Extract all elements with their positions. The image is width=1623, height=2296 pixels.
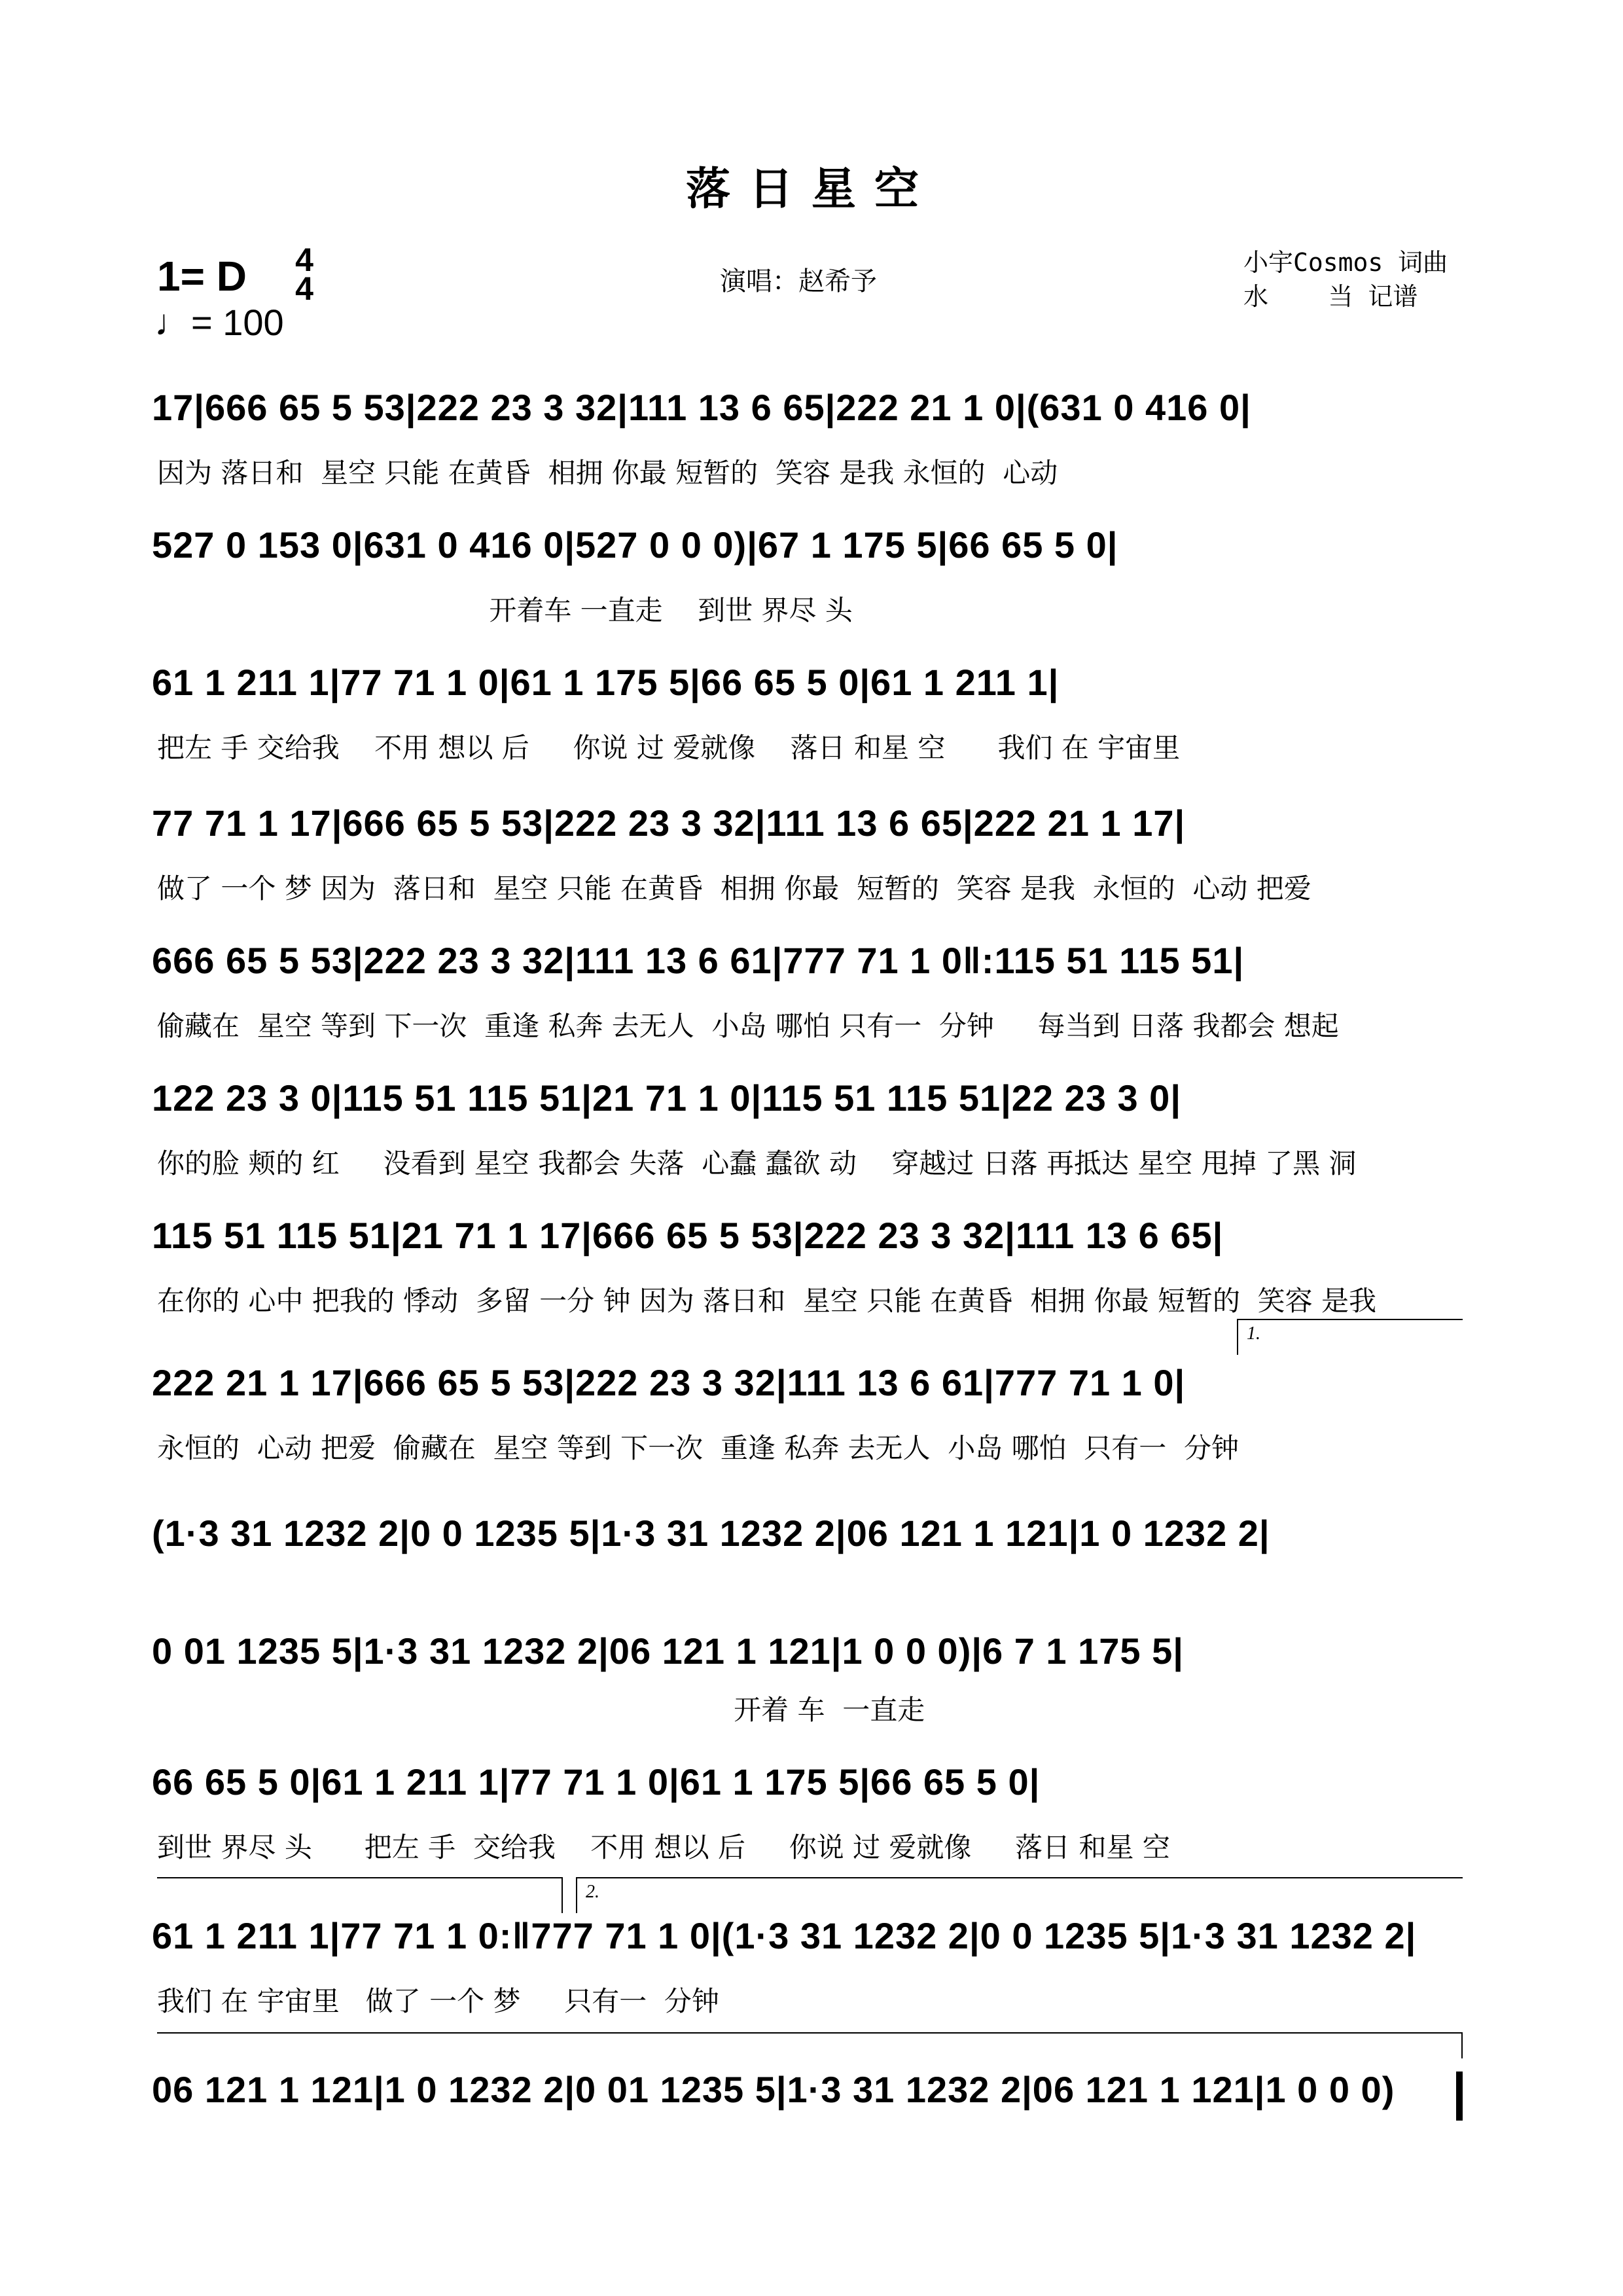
score-system-lyrics: 因为 落日和 星空 只能 在黄昏 相拥 你最 短暂的 笑容 是我 永恒的 心动: [157, 457, 1058, 489]
score-system-notes: 77 71 1 17|666 65 5 53|222 23 3 32|111 13 6 65|222 21 1 17|: [152, 802, 1186, 844]
score-system-notes: 122 23 3 0|115 51 115 51|21 71 1 0|115 51 115 51|22 23 3 0|: [152, 1077, 1181, 1119]
song-title: 落日星空: [685, 164, 937, 215]
score-system-lyrics: 你的脸 颊的 红 没看到 星空 我都会 失落 心蠢 蠢欲 动 穿越过 日落 再抵达 星空 甩掉 了黑 洞: [157, 1147, 1357, 1179]
volta-bracket-line: [576, 1877, 577, 1913]
score-system-notes: 61 1 211 1|77 71 1 0:‖777 71 1 0|(1·3 31 1232 2|0 0 1235 5|1·3 31 1232 2|: [152, 1915, 1417, 1956]
score-system-notes: 61 1 211 1|77 71 1 0|61 1 175 5|66 65 5 0|61 1 211 1|: [152, 662, 1060, 703]
volta-first-label: 1.: [1247, 1323, 1260, 1344]
score-system-notes: 222 21 1 17|666 65 5 53|222 23 3 32|111 13 6 61|777 71 1 0|: [152, 1362, 1186, 1403]
score-system-notes: 0 01 1235 5|1·3 31 1232 2|06 121 1 121|1 0 0 0)|6 7 1 175 5|: [152, 1630, 1184, 1672]
volta-bracket-line: [562, 1877, 563, 1913]
score-system-notes: 115 51 115 51|21 71 1 17|666 65 5 53|222 23 3 32|111 13 6 65|: [152, 1215, 1224, 1256]
score-system-notes: 666 65 5 53|222 23 3 32|111 13 6 61|777 71 1 0‖:115 51 115 51|: [152, 940, 1245, 981]
volta-bracket-line: [1461, 2032, 1463, 2058]
score-system-notes: 17|666 65 5 53|222 23 3 32|111 13 6 65|222 21 1 0|(631 0 416 0|: [152, 387, 1251, 428]
score-system-notes: (1·3 31 1232 2|0 0 1235 5|1·3 31 1232 2|06 121 1 121|1 0 1232 2|: [152, 1513, 1270, 1554]
score-system-notes: 06 121 1 121|1 0 1232 2|0 01 1235 5|1·3 31 1232 2|06 121 1 121|1 0 0 0): [152, 2069, 1395, 2110]
volta-second-label: 2.: [586, 1882, 599, 1902]
score-system-lyrics: 到世 界尽 头 把左 手 交给我 不用 想以 后 你说 过 爱就像 落日 和星 空: [157, 1831, 1170, 1863]
transcriber-credit: 水 当 记谱: [1243, 282, 1418, 311]
score-system-lyrics: 做了 一个 梦 因为 落日和 星空 只能 在黄昏 相拥 你最 短暂的 笑容 是我 永恒的 心动 把爱: [157, 872, 1311, 905]
score-system-notes: 66 65 5 0|61 1 211 1|77 71 1 0|61 1 175 5|66 65 5 0|: [152, 1761, 1041, 1803]
time-signature-top: 4: [295, 242, 313, 278]
score-system-lyrics: 把左 手 交给我 不用 想以 后 你说 过 爱就像 落日 和星 空 我们 在 宇宙里: [157, 732, 1181, 764]
singer-credit: 演唱：赵希予: [720, 266, 877, 296]
credits: [1243, 245, 1448, 314]
score-system-notes: 527 0 153 0|631 0 416 0|527 0 0 0)|67 1 175 5|66 65 5 0|: [152, 524, 1118, 565]
score-system-lyrics: 开着车 一直走 到世 界尽 头: [157, 594, 853, 626]
key-signature: 1= D: [157, 253, 247, 300]
volta-bracket-line: [576, 1877, 1463, 1878]
time-signature: [288, 242, 321, 307]
score-system-lyrics: 在你的 心中 把我的 悸动 多留 一分 钟 因为 落日和 星空 只能 在黄昏 相拥 你最 短暂的 笑容 是我: [157, 1285, 1377, 1317]
score-system-lyrics: 永恒的 心动 把爱 偷藏在 星空 等到 下一次 重逢 私奔 去无人 小岛 哪怕 只有一 分钟: [157, 1432, 1240, 1464]
score-system-lyrics: 我们 在 宇宙里 做了 一个 梦 只有一 分钟: [157, 1985, 719, 2017]
score-system-lyrics: 偷藏在 星空 等到 下一次 重逢 私奔 去无人 小岛 哪怕 只有一 分钟 每当到 日落 我都会 想起: [157, 1010, 1339, 1042]
volta-bracket-line: [157, 1877, 563, 1878]
volta-bracket-line: [1237, 1319, 1238, 1355]
volta-bracket-line: [1237, 1319, 1463, 1320]
final-barline: [1456, 2072, 1463, 2121]
time-signature-bottom: 4: [295, 270, 313, 307]
tempo-marking: ♩= 100: [154, 302, 284, 343]
lyricist-composer-credit: 小宇Cosmos 词曲: [1243, 248, 1448, 277]
score-system-lyrics: 开着 车 一直走: [157, 1694, 925, 1726]
volta-bracket-line: [157, 2032, 1463, 2034]
